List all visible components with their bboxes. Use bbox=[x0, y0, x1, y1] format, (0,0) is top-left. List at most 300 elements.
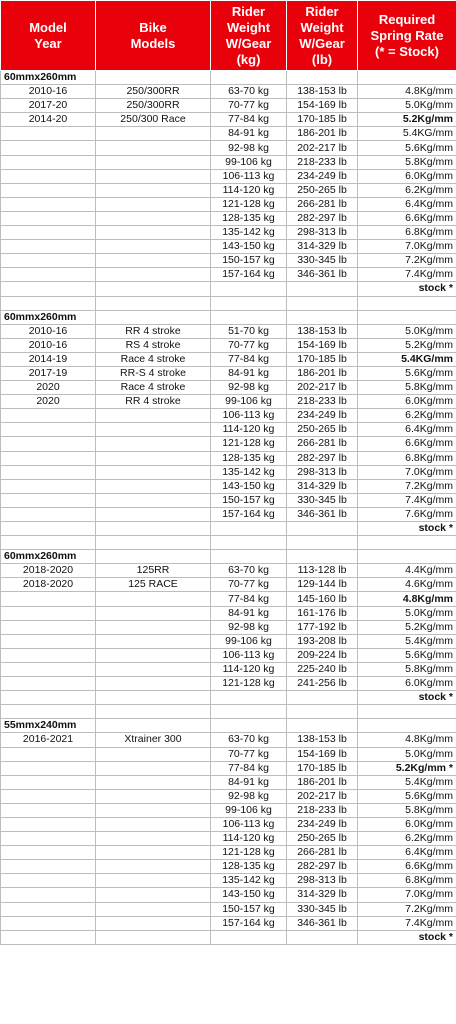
weight-kg-cell: 99-106 kg bbox=[211, 395, 287, 409]
weight-lb-cell: 161-176 lb bbox=[287, 606, 358, 620]
section-size-label: 55mmx240mm bbox=[1, 719, 96, 733]
spring-rate-cell: 6.0Kg/mm bbox=[358, 395, 456, 409]
weight-kg-cell: 63-70 kg bbox=[211, 85, 287, 99]
spring-rate-cell: 6.6Kg/mm bbox=[358, 211, 456, 225]
spring-rate-cell: 7.4Kg/mm bbox=[358, 916, 456, 930]
table-row bbox=[1, 141, 456, 155]
spring-rate-cell: 5.2Kg/mm * bbox=[358, 761, 456, 775]
table-row bbox=[1, 155, 456, 169]
bike-model-cell bbox=[96, 592, 211, 606]
empty-cell bbox=[358, 71, 456, 85]
weight-kg-cell: 128-135 kg bbox=[211, 860, 287, 874]
stock-row bbox=[1, 522, 456, 536]
spring-rate-cell: 6.4Kg/mm bbox=[358, 197, 456, 211]
model-year-cell: 2016-2021 bbox=[1, 733, 96, 747]
table-row bbox=[1, 662, 456, 676]
weight-lb-cell: 154-169 lb bbox=[287, 99, 358, 113]
spring-rate-cell: 6.4Kg/mm bbox=[358, 423, 456, 437]
spring-rate-cell: 6.0Kg/mm bbox=[358, 169, 456, 183]
model-year-cell: 2018-2020 bbox=[1, 564, 96, 578]
weight-kg-cell: 114-120 kg bbox=[211, 662, 287, 676]
weight-lb-cell: 298-313 lb bbox=[287, 226, 358, 240]
weight-kg-cell: 143-150 kg bbox=[211, 240, 287, 254]
spring-rate-cell: 7.4Kg/mm bbox=[358, 493, 456, 507]
section-size-label: 60mmx260mm bbox=[1, 310, 96, 324]
weight-lb-cell: 113-128 lb bbox=[287, 564, 358, 578]
spring-rate-cell: 5.4Kg/mm bbox=[358, 775, 456, 789]
model-year-cell bbox=[1, 226, 96, 240]
model-year-cell bbox=[1, 268, 96, 282]
stock-row bbox=[1, 282, 456, 296]
bike-model-cell bbox=[96, 817, 211, 831]
bike-model-cell bbox=[96, 268, 211, 282]
weight-kg-cell: 157-164 kg bbox=[211, 916, 287, 930]
empty-cell bbox=[358, 550, 456, 564]
bike-model-cell bbox=[96, 183, 211, 197]
weight-lb-cell: 138-153 lb bbox=[287, 85, 358, 99]
bike-model-cell: Xtrainer 300 bbox=[96, 733, 211, 747]
section-header-row bbox=[1, 310, 456, 324]
weight-kg-cell: 77-84 kg bbox=[211, 592, 287, 606]
weight-kg-cell: 84-91 kg bbox=[211, 127, 287, 141]
weight-lb-cell: 298-313 lb bbox=[287, 465, 358, 479]
bike-model-cell: RR-S 4 stroke bbox=[96, 366, 211, 380]
weight-lb-cell: 346-361 lb bbox=[287, 916, 358, 930]
weight-kg-cell: 121-128 kg bbox=[211, 437, 287, 451]
model-year-cell bbox=[1, 775, 96, 789]
empty-cell bbox=[287, 310, 358, 324]
weight-kg-cell: 92-98 kg bbox=[211, 620, 287, 634]
empty-cell bbox=[211, 705, 287, 719]
weight-lb-cell: 186-201 lb bbox=[287, 127, 358, 141]
empty-cell bbox=[287, 522, 358, 536]
weight-lb-cell: 170-185 lb bbox=[287, 761, 358, 775]
spring-rate-cell: 6.0Kg/mm bbox=[358, 677, 456, 691]
bike-model-cell bbox=[96, 169, 211, 183]
table-row bbox=[1, 381, 456, 395]
empty-cell bbox=[96, 719, 211, 733]
empty-cell bbox=[287, 691, 358, 705]
bike-model-cell bbox=[96, 479, 211, 493]
stock-row bbox=[1, 930, 456, 944]
model-year-cell bbox=[1, 183, 96, 197]
bike-model-cell bbox=[96, 606, 211, 620]
bike-model-cell: RS 4 stroke bbox=[96, 338, 211, 352]
bike-model-cell: 250/300 Race bbox=[96, 113, 211, 127]
section-header-row bbox=[1, 550, 456, 564]
empty-cell bbox=[287, 71, 358, 85]
spring-rate-cell: 7.0Kg/mm bbox=[358, 465, 456, 479]
spring-rate-cell: 5.2Kg/mm bbox=[358, 338, 456, 352]
spring-rate-cell: 4.4Kg/mm bbox=[358, 564, 456, 578]
spacer-row bbox=[1, 296, 456, 310]
weight-kg-cell: 128-135 kg bbox=[211, 211, 287, 225]
bike-model-cell bbox=[96, 226, 211, 240]
table-row bbox=[1, 761, 456, 775]
weight-lb-cell: 202-217 lb bbox=[287, 381, 358, 395]
weight-kg-cell: 114-120 kg bbox=[211, 183, 287, 197]
model-year-cell bbox=[1, 902, 96, 916]
model-year-cell bbox=[1, 789, 96, 803]
stock-note-cell: stock * bbox=[358, 930, 456, 944]
model-year-cell bbox=[1, 479, 96, 493]
empty-cell bbox=[96, 282, 211, 296]
model-year-cell bbox=[1, 648, 96, 662]
model-year-cell bbox=[1, 423, 96, 437]
weight-lb-cell: 177-192 lb bbox=[287, 620, 358, 634]
bike-model-cell bbox=[96, 832, 211, 846]
weight-kg-cell: 143-150 kg bbox=[211, 888, 287, 902]
bike-model-cell bbox=[96, 437, 211, 451]
weight-lb-cell: 282-297 lb bbox=[287, 451, 358, 465]
weight-kg-cell: 157-164 kg bbox=[211, 268, 287, 282]
table-row bbox=[1, 99, 456, 113]
weight-lb-cell: 154-169 lb bbox=[287, 338, 358, 352]
weight-lb-cell: 314-329 lb bbox=[287, 479, 358, 493]
empty-cell bbox=[1, 930, 96, 944]
table-row bbox=[1, 747, 456, 761]
empty-cell bbox=[1, 522, 96, 536]
weight-kg-cell: 70-77 kg bbox=[211, 747, 287, 761]
empty-cell bbox=[287, 296, 358, 310]
bike-model-cell bbox=[96, 634, 211, 648]
weight-kg-cell: 99-106 kg bbox=[211, 803, 287, 817]
empty-cell bbox=[96, 536, 211, 550]
bike-model-cell bbox=[96, 662, 211, 676]
bike-model-cell bbox=[96, 409, 211, 423]
bike-model-cell bbox=[96, 493, 211, 507]
weight-lb-cell: 170-185 lb bbox=[287, 352, 358, 366]
empty-cell bbox=[211, 691, 287, 705]
weight-lb-cell: 266-281 lb bbox=[287, 197, 358, 211]
table-row bbox=[1, 127, 456, 141]
table-row bbox=[1, 479, 456, 493]
table-row bbox=[1, 507, 456, 521]
table-row bbox=[1, 846, 456, 860]
spring-rate-cell: 7.4Kg/mm bbox=[358, 268, 456, 282]
empty-cell bbox=[96, 930, 211, 944]
model-year-cell: 2014-19 bbox=[1, 352, 96, 366]
model-year-cell bbox=[1, 451, 96, 465]
model-year-cell bbox=[1, 803, 96, 817]
spring-rate-cell: 7.6Kg/mm bbox=[358, 507, 456, 521]
spacer-row bbox=[1, 536, 456, 550]
bike-model-cell bbox=[96, 747, 211, 761]
bike-model-cell: 250/300RR bbox=[96, 99, 211, 113]
model-year-cell: 2018-2020 bbox=[1, 578, 96, 592]
bike-model-cell: 125 RACE bbox=[96, 578, 211, 592]
model-year-cell bbox=[1, 409, 96, 423]
empty-cell bbox=[1, 282, 96, 296]
bike-model-cell bbox=[96, 789, 211, 803]
spring-rate-cell: 6.2Kg/mm bbox=[358, 183, 456, 197]
bike-model-cell bbox=[96, 888, 211, 902]
weight-lb-cell: 138-153 lb bbox=[287, 324, 358, 338]
model-year-cell bbox=[1, 634, 96, 648]
empty-cell bbox=[287, 282, 358, 296]
empty-cell bbox=[211, 522, 287, 536]
weight-lb-cell: 346-361 lb bbox=[287, 507, 358, 521]
stock-row bbox=[1, 691, 456, 705]
empty-cell bbox=[287, 930, 358, 944]
table-row bbox=[1, 197, 456, 211]
empty-cell bbox=[1, 536, 96, 550]
table-row bbox=[1, 437, 456, 451]
weight-kg-cell: 92-98 kg bbox=[211, 381, 287, 395]
table-row bbox=[1, 789, 456, 803]
model-year-cell: 2020 bbox=[1, 395, 96, 409]
weight-lb-cell: 218-233 lb bbox=[287, 395, 358, 409]
spring-rate-cell: 5.2Kg/mm bbox=[358, 620, 456, 634]
spring-rate-cell: 6.6Kg/mm bbox=[358, 437, 456, 451]
bike-model-cell bbox=[96, 240, 211, 254]
table-row bbox=[1, 860, 456, 874]
weight-lb-cell: 298-313 lb bbox=[287, 874, 358, 888]
model-year-cell bbox=[1, 141, 96, 155]
header-model-year: Model Year bbox=[1, 1, 96, 71]
weight-kg-cell: 150-157 kg bbox=[211, 254, 287, 268]
spring-rate-cell: 6.2Kg/mm bbox=[358, 832, 456, 846]
table-row bbox=[1, 902, 456, 916]
model-year-cell: 2010-16 bbox=[1, 85, 96, 99]
empty-cell bbox=[287, 536, 358, 550]
empty-cell bbox=[358, 310, 456, 324]
spring-rate-cell: 5.8Kg/mm bbox=[358, 803, 456, 817]
spring-rate-cell: 6.0Kg/mm bbox=[358, 817, 456, 831]
table-row bbox=[1, 254, 456, 268]
table-row bbox=[1, 620, 456, 634]
bike-model-cell: 250/300RR bbox=[96, 85, 211, 99]
empty-cell bbox=[287, 705, 358, 719]
empty-cell bbox=[287, 719, 358, 733]
spring-rate-cell: 6.8Kg/mm bbox=[358, 226, 456, 240]
weight-lb-cell: 330-345 lb bbox=[287, 902, 358, 916]
bike-model-cell bbox=[96, 155, 211, 169]
table-row bbox=[1, 451, 456, 465]
weight-kg-cell: 114-120 kg bbox=[211, 423, 287, 437]
spring-rate-cell: 6.8Kg/mm bbox=[358, 874, 456, 888]
spring-rate-cell: 7.0Kg/mm bbox=[358, 888, 456, 902]
spring-rate-cell: 6.8Kg/mm bbox=[358, 451, 456, 465]
bike-model-cell bbox=[96, 916, 211, 930]
model-year-cell bbox=[1, 606, 96, 620]
bike-model-cell bbox=[96, 211, 211, 225]
weight-kg-cell: 135-142 kg bbox=[211, 226, 287, 240]
weight-lb-cell: 225-240 lb bbox=[287, 662, 358, 676]
table-row bbox=[1, 564, 456, 578]
weight-kg-cell: 92-98 kg bbox=[211, 141, 287, 155]
section-size-label: 60mmx260mm bbox=[1, 550, 96, 564]
empty-cell bbox=[358, 719, 456, 733]
table-row bbox=[1, 211, 456, 225]
table-row bbox=[1, 240, 456, 254]
table-row bbox=[1, 677, 456, 691]
weight-lb-cell: 330-345 lb bbox=[287, 493, 358, 507]
weight-kg-cell: 106-113 kg bbox=[211, 169, 287, 183]
model-year-cell bbox=[1, 860, 96, 874]
bike-model-cell bbox=[96, 620, 211, 634]
weight-kg-cell: 63-70 kg bbox=[211, 564, 287, 578]
weight-lb-cell: 170-185 lb bbox=[287, 113, 358, 127]
table-row bbox=[1, 423, 456, 437]
bike-model-cell bbox=[96, 761, 211, 775]
header-spring-rate: Required Spring Rate (* = Stock) bbox=[358, 1, 456, 71]
model-year-cell bbox=[1, 197, 96, 211]
empty-cell bbox=[211, 930, 287, 944]
weight-kg-cell: 70-77 kg bbox=[211, 338, 287, 352]
weight-kg-cell: 135-142 kg bbox=[211, 874, 287, 888]
model-year-cell bbox=[1, 846, 96, 860]
bike-model-cell bbox=[96, 141, 211, 155]
header-weight-kg: Rider Weight W/Gear (kg) bbox=[211, 1, 287, 71]
weight-kg-cell: 106-113 kg bbox=[211, 409, 287, 423]
bike-model-cell bbox=[96, 451, 211, 465]
empty-cell bbox=[1, 691, 96, 705]
spring-rate-cell: 5.0Kg/mm bbox=[358, 747, 456, 761]
stock-note-cell: stock * bbox=[358, 522, 456, 536]
weight-kg-cell: 70-77 kg bbox=[211, 99, 287, 113]
table-row bbox=[1, 888, 456, 902]
weight-lb-cell: 209-224 lb bbox=[287, 648, 358, 662]
empty-cell bbox=[211, 550, 287, 564]
spring-rate-cell: 5.0Kg/mm bbox=[358, 606, 456, 620]
model-year-cell bbox=[1, 888, 96, 902]
spring-rate-cell: 5.0Kg/mm bbox=[358, 324, 456, 338]
bike-model-cell bbox=[96, 775, 211, 789]
weight-kg-cell: 106-113 kg bbox=[211, 817, 287, 831]
weight-kg-cell: 84-91 kg bbox=[211, 775, 287, 789]
table-body bbox=[1, 71, 456, 945]
weight-lb-cell: 193-208 lb bbox=[287, 634, 358, 648]
weight-kg-cell: 99-106 kg bbox=[211, 634, 287, 648]
model-year-cell bbox=[1, 817, 96, 831]
spring-rate-cell: 5.6Kg/mm bbox=[358, 366, 456, 380]
header-bike-models: Bike Models bbox=[96, 1, 211, 71]
model-year-cell bbox=[1, 155, 96, 169]
spring-rate-cell: 7.2Kg/mm bbox=[358, 479, 456, 493]
spring-rate-cell: 7.0Kg/mm bbox=[358, 240, 456, 254]
spring-rate-cell: 5.0Kg/mm bbox=[358, 99, 456, 113]
table-row bbox=[1, 395, 456, 409]
empty-cell bbox=[1, 705, 96, 719]
empty-cell bbox=[96, 550, 211, 564]
spring-rate-cell: 6.4Kg/mm bbox=[358, 846, 456, 860]
table-row bbox=[1, 324, 456, 338]
bike-model-cell: Race 4 stroke bbox=[96, 381, 211, 395]
model-year-cell bbox=[1, 747, 96, 761]
stock-note-cell: stock * bbox=[358, 282, 456, 296]
empty-cell bbox=[96, 705, 211, 719]
spring-rate-cell: 5.8Kg/mm bbox=[358, 155, 456, 169]
spring-rate-cell: 4.8Kg/mm bbox=[358, 592, 456, 606]
table-row bbox=[1, 366, 456, 380]
weight-lb-cell: 138-153 lb bbox=[287, 733, 358, 747]
spring-rate-cell: 7.2Kg/mm bbox=[358, 254, 456, 268]
weight-kg-cell: 128-135 kg bbox=[211, 451, 287, 465]
table-row bbox=[1, 803, 456, 817]
weight-lb-cell: 266-281 lb bbox=[287, 437, 358, 451]
table-row bbox=[1, 338, 456, 352]
weight-lb-cell: 250-265 lb bbox=[287, 423, 358, 437]
table-row bbox=[1, 775, 456, 789]
weight-kg-cell: 121-128 kg bbox=[211, 677, 287, 691]
weight-kg-cell: 63-70 kg bbox=[211, 733, 287, 747]
model-year-cell: 2017-19 bbox=[1, 366, 96, 380]
section-size-label: 60mmx260mm bbox=[1, 71, 96, 85]
empty-cell bbox=[358, 705, 456, 719]
weight-lb-cell: 218-233 lb bbox=[287, 155, 358, 169]
spring-rate-cell: 5.6Kg/mm bbox=[358, 648, 456, 662]
weight-lb-cell: 330-345 lb bbox=[287, 254, 358, 268]
weight-lb-cell: 234-249 lb bbox=[287, 409, 358, 423]
table-row bbox=[1, 268, 456, 282]
table-row bbox=[1, 606, 456, 620]
model-year-cell bbox=[1, 662, 96, 676]
section-header-row bbox=[1, 71, 456, 85]
table-row bbox=[1, 648, 456, 662]
weight-kg-cell: 77-84 kg bbox=[211, 113, 287, 127]
empty-cell bbox=[211, 296, 287, 310]
model-year-cell bbox=[1, 592, 96, 606]
spring-rate-cell: 5.4KG/mm bbox=[358, 352, 456, 366]
spring-rate-cell: 6.6Kg/mm bbox=[358, 860, 456, 874]
model-year-cell bbox=[1, 127, 96, 141]
spring-rate-cell: 4.6Kg/mm bbox=[358, 578, 456, 592]
bike-model-cell bbox=[96, 648, 211, 662]
table-row bbox=[1, 409, 456, 423]
spring-rate-cell: 5.8Kg/mm bbox=[358, 662, 456, 676]
weight-kg-cell: 150-157 kg bbox=[211, 902, 287, 916]
spring-rate-cell: 6.2Kg/mm bbox=[358, 409, 456, 423]
empty-cell bbox=[287, 550, 358, 564]
weight-lb-cell: 218-233 lb bbox=[287, 803, 358, 817]
spring-rate-cell: 5.6Kg/mm bbox=[358, 141, 456, 155]
table-row bbox=[1, 352, 456, 366]
header-row bbox=[1, 1, 456, 71]
weight-lb-cell: 202-217 lb bbox=[287, 141, 358, 155]
bike-model-cell bbox=[96, 127, 211, 141]
table-row bbox=[1, 113, 456, 127]
model-year-cell bbox=[1, 211, 96, 225]
empty-cell bbox=[96, 310, 211, 324]
weight-kg-cell: 143-150 kg bbox=[211, 479, 287, 493]
weight-kg-cell: 157-164 kg bbox=[211, 507, 287, 521]
weight-lb-cell: 346-361 lb bbox=[287, 268, 358, 282]
weight-kg-cell: 70-77 kg bbox=[211, 578, 287, 592]
empty-cell bbox=[211, 719, 287, 733]
empty-cell bbox=[96, 296, 211, 310]
spring-rate-cell: 4.8Kg/mm bbox=[358, 85, 456, 99]
empty-cell bbox=[358, 296, 456, 310]
model-year-cell bbox=[1, 240, 96, 254]
table-row bbox=[1, 634, 456, 648]
empty-cell bbox=[96, 691, 211, 705]
bike-model-cell bbox=[96, 507, 211, 521]
weight-lb-cell: 314-329 lb bbox=[287, 240, 358, 254]
spring-rate-cell: 5.8Kg/mm bbox=[358, 381, 456, 395]
bike-model-cell bbox=[96, 465, 211, 479]
bike-model-cell: RR 4 stroke bbox=[96, 324, 211, 338]
weight-lb-cell: 234-249 lb bbox=[287, 169, 358, 183]
empty-cell bbox=[358, 536, 456, 550]
weight-lb-cell: 186-201 lb bbox=[287, 775, 358, 789]
spring-rate-cell: 5.2Kg/mm bbox=[358, 113, 456, 127]
weight-lb-cell: 202-217 lb bbox=[287, 789, 358, 803]
table-row bbox=[1, 85, 456, 99]
header-weight-lb: Rider Weight W/Gear (lb) bbox=[287, 1, 358, 71]
weight-kg-cell: 51-70 kg bbox=[211, 324, 287, 338]
table-row bbox=[1, 733, 456, 747]
